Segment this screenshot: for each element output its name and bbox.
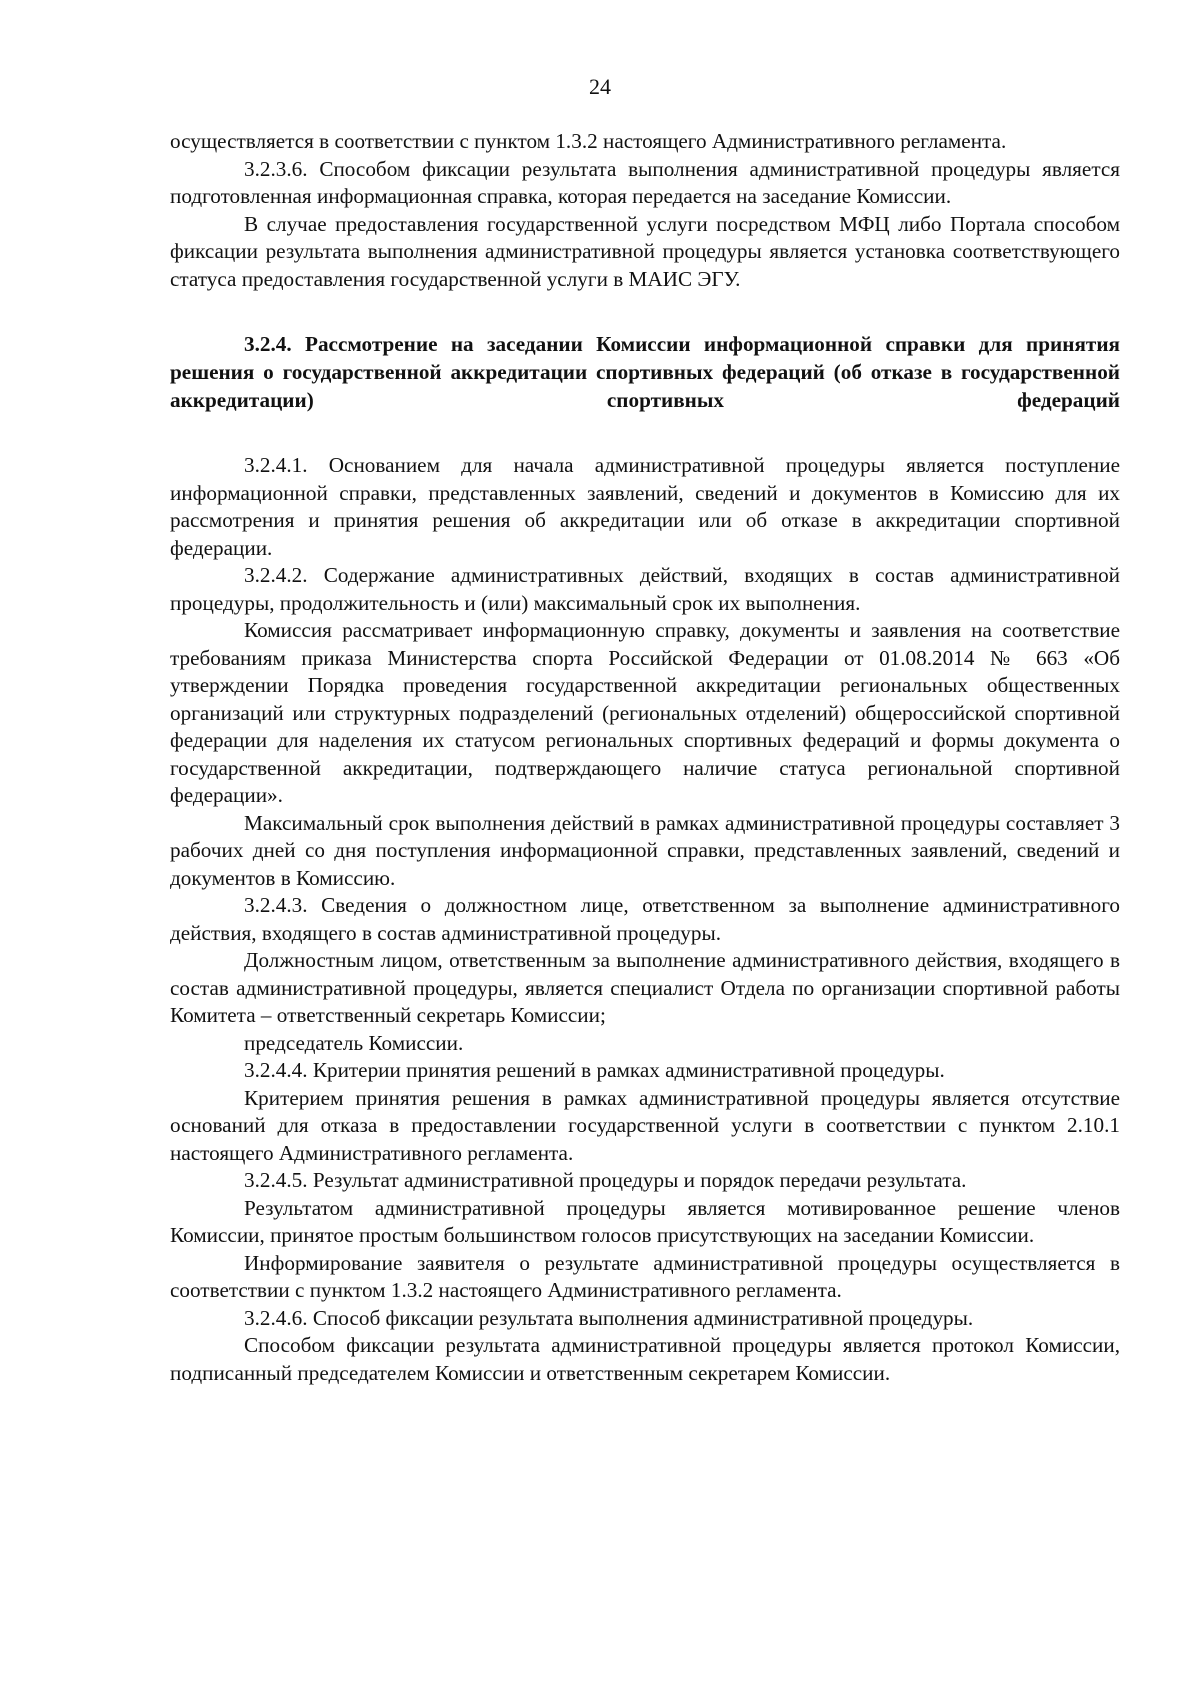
paragraph-continuation: осуществляется в соответствии с пунктом 1.3.2 настоящего Административного регламента. (170, 129, 1007, 153)
section-heading-3-2-4: 3.2.4. Рассмотрение на заседании Комиссии информационной справки для принятия решения о государственной аккредитации спортивных федераций (об отказе в государственной аккредитации) спортивных федераций (170, 332, 1120, 412)
paragraph-3-2-4-3: 3.2.4.3. Сведения о должностном лице, ответственном за выполнение административного действия, входящего в состав административной процедуры. (170, 893, 1120, 945)
paragraph-decision-criterion: Критерием принятия решения в рамках административной процедуры является отсутствие оснований для отказа в предоставлении государственной услуги в соответствии с пунктом 2.10.1 настоящего Административного регламента. (170, 1085, 1120, 1165)
paragraph-3-2-4-6: 3.2.4.6. Способ фиксации результата выполнения административной процедуры. (244, 1305, 974, 1330)
paragraph-protocol: Способом фиксации результата административной процедуры является протокол Комиссии, подписанный председателем Комиссии и ответственным секретарем Комиссии. (170, 1333, 1120, 1385)
page-number: 24 (589, 74, 611, 99)
paragraph-commission-review: Комиссия рассматривает информационную справку, документы и заявления на соответствие требованиям приказа Министерства спорта Российской Федерации от 01.08.2014 № 663 «Об утверждении Порядка проведения государственной аккредитации региональных общественных организаций или структурных подразделений (региональных отделений) общероссийской спортивной федерации для наделения их статусом региональных спортивных федераций и формы документа о государственной аккредитации, подтверждающего наличие статуса региональной спортивной федерации». (170, 618, 1120, 807)
paragraph-3-2-4-4: 3.2.4.4. Критерии принятия решений в рамках административной процедуры. (244, 1058, 945, 1082)
document-body (170, 128, 1120, 1387)
paragraph-3-2-4-1: 3.2.4.1. Основанием для начала административной процедуры является поступление информационной справки, представленных заявлений, сведений и документов в Комиссию для их рассмотрения и принятия решения об аккредитации или об отказе в аккредитации спортивной федерации. (170, 453, 1120, 560)
paragraph-3-2-4-5: 3.2.4.5. Результат административной процедуры и порядок передачи результата. (244, 1168, 967, 1192)
paragraph-chairman: председатель Комиссии. (244, 1030, 464, 1055)
paragraph-3-2-3-6: 3.2.3.6. Способом фиксации результата выполнения административной процедуры является подготовленная информационная справка, которая передается на заседание Комиссии. (170, 156, 1120, 208)
paragraph-mfc-portal: В случае предоставления государственной услуги посредством МФЦ либо Портала способом фиксации результата выполнения административной процедуры является установка соответствующего статуса предоставления государственной услуги в МАИС ЭГУ. (170, 211, 1120, 291)
paragraph-3-2-4-2: 3.2.4.2. Содержание административных действий, входящих в состав административной процедуры, продолжительность и (или) максимальный срок их выполнения. (170, 563, 1120, 615)
paragraph-result: Результатом административной процедуры является мотивированное решение членов Комиссии, принятое простым большинством голосов присутствующих на заседании Комиссии. (170, 1195, 1120, 1247)
paragraph-informing: Информирование заявителя о результате административной процедуры осуществляется в соответствии с пунктом 1.3.2 настоящего Административного регламента. (170, 1250, 1120, 1302)
paragraph-max-term: Максимальный срок выполнения действий в рамках административной процедуры составляет 3 рабочих дней со дня поступления информационной справки, представленных заявлений, сведений и документов в Комиссию. (170, 810, 1120, 890)
paragraph-responsible-official: Должностным лицом, ответственным за выполнение административного действия, входящего в состав административной процедуры, является специалист Отдела по организации спортивной работы Комитета – ответственный секретарь Комиссии; (170, 948, 1120, 1027)
